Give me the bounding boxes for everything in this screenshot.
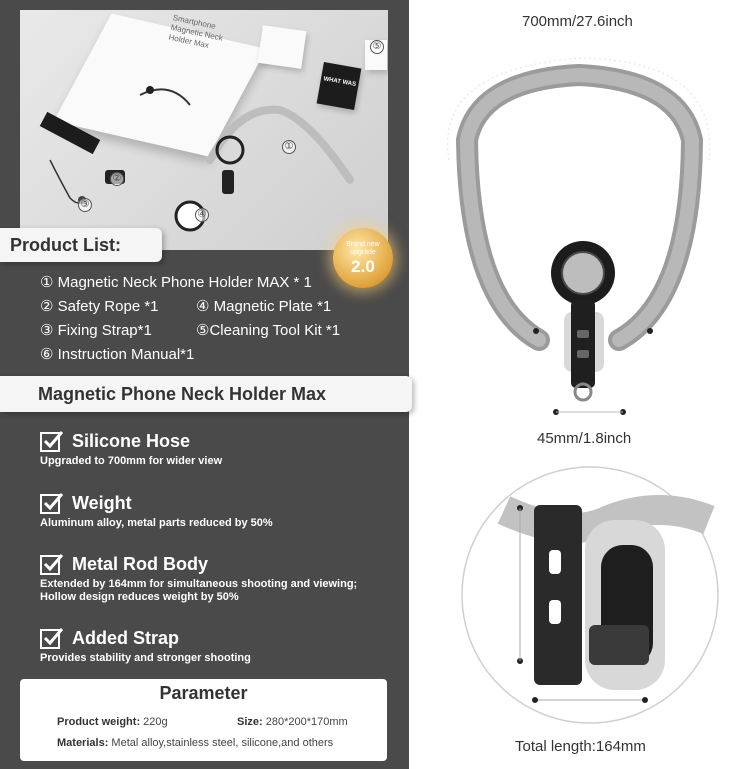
product-list-item: ② Safety Rope *1: [40, 298, 159, 315]
checkbox-icon: [40, 430, 64, 452]
product-list-item: ④ Magnetic Plate *1: [196, 298, 332, 315]
feature-name: Weight: [72, 492, 132, 513]
number-4: ④: [195, 208, 209, 222]
feature-desc: Aluminum alloy, metal parts reduced by 50%: [40, 517, 273, 529]
product-list-item: ③ Fixing Strap*1: [40, 322, 152, 339]
number-3: ③: [78, 198, 92, 212]
feature-desc: Provides stability and stronger shooting: [40, 652, 251, 664]
product-list-item: ⑤Cleaning Tool Kit *1: [196, 322, 341, 339]
product-photo: [20, 10, 388, 250]
feature-name: Added Strap: [72, 627, 180, 648]
badge-line2: upgrade: [350, 249, 376, 256]
upgrade-badge: [333, 228, 393, 288]
materials-value: Metal alloy,stainless steel, silicone,and others: [111, 737, 334, 749]
card-label: WHAT WAS: [322, 76, 357, 88]
checkbox-icon: [40, 492, 64, 514]
feature-weight: [40, 492, 273, 530]
product-title: Magnetic Phone Neck Holder Max: [0, 376, 412, 412]
product-list-title: Product List:: [0, 228, 162, 262]
parameter-title: Parameter: [159, 683, 248, 703]
number-1: ①: [282, 140, 296, 154]
badge-version: 2.0: [351, 257, 375, 276]
weight-label: Product weight:: [57, 716, 141, 728]
number-2: ②: [110, 172, 124, 186]
feature-added-strap: [40, 627, 251, 665]
box-label: Smartphone Magnetic Neck Holder Max: [167, 13, 224, 50]
checkbox-icon: [40, 627, 64, 649]
number-5: ⑤: [370, 40, 384, 54]
feature-desc: Upgraded to 700mm for wider view: [40, 455, 223, 467]
feature-metal-rod: [40, 553, 390, 604]
width-dimension: 45mm/1.8inch: [537, 430, 632, 447]
feature-name: Metal Rod Body: [72, 553, 209, 574]
total-length: Total length:164mm: [515, 738, 646, 755]
length-dimension: 700mm/27.6inch: [522, 13, 633, 30]
feature-silicone-hose: [40, 430, 222, 468]
feature-name: Silicone Hose: [72, 430, 191, 451]
weight-row: [57, 716, 168, 728]
materials-label: Materials:: [57, 737, 109, 749]
size-value: 280*200*170mm: [265, 716, 348, 728]
product-list-item: ① Magnetic Neck Phone Holder MAX * 1: [40, 274, 312, 291]
product-list-item: ⑥ Instruction Manual*1: [40, 346, 195, 363]
weight-value: 220g: [143, 716, 168, 728]
badge-line1: Brand new: [346, 241, 380, 248]
size-label: Size:: [237, 716, 263, 728]
feature-desc: Extended by 164mm for simultaneous shooting and viewing; Hollow design reduces weight by 50%: [40, 578, 358, 603]
materials-row: [57, 737, 333, 749]
neck-holder-drawing: [409, 0, 750, 769]
parameter-panel: [20, 679, 387, 761]
checkbox-icon: [40, 553, 64, 575]
size-row: [237, 716, 348, 728]
